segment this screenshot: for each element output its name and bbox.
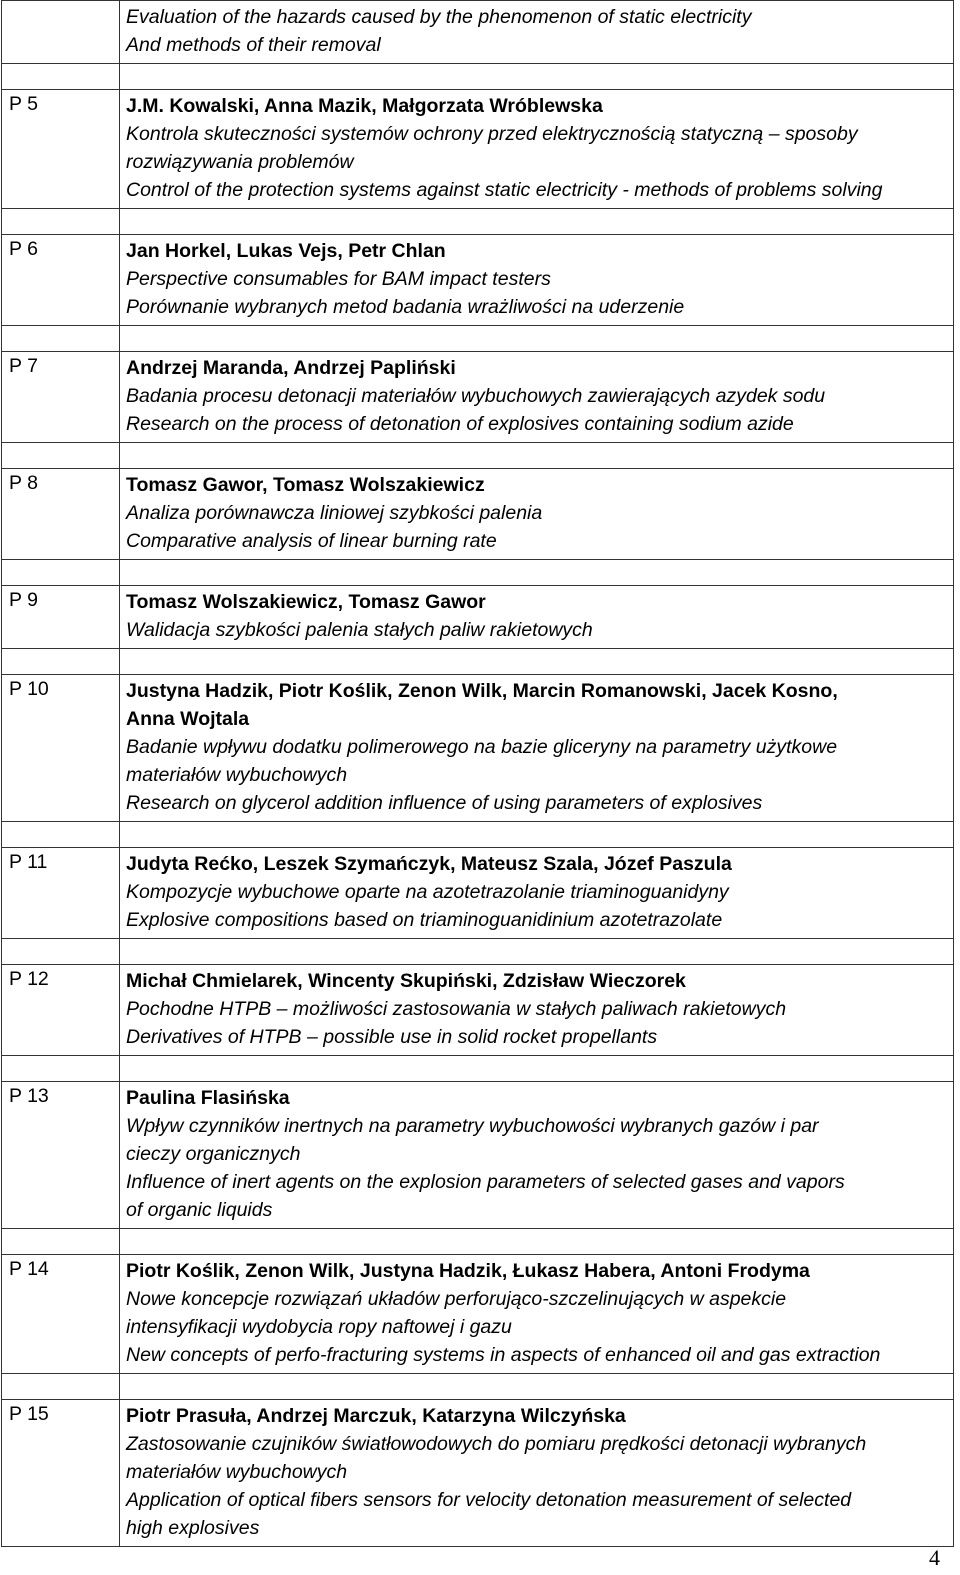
entry-title-line: Analiza porównawcza liniowej szybkości palenia	[126, 502, 543, 524]
table-row	[2, 235, 954, 326]
entry-authors: Jan Horkel, Lukas Vejs, Petr Chlan	[126, 240, 446, 262]
table-row	[2, 1255, 954, 1374]
entry-number: P 6	[2, 235, 120, 326]
program-table	[1, 0, 954, 1547]
entry-authors: Paulina Flasińska	[126, 1087, 290, 1109]
entry-content	[120, 1, 954, 64]
entry-title-line: Research on the process of detonation of explosives containing sodium azide	[126, 413, 794, 435]
entry-title-line: intensyfikacji wydobycia ropy naftowej i gazu	[126, 1316, 512, 1338]
entry-number: P 13	[2, 1082, 120, 1229]
entry-authors: Tomasz Gawor, Tomasz Wolszakiewicz	[126, 474, 485, 496]
entry-content	[120, 1082, 954, 1229]
table-row	[2, 469, 954, 560]
entry-content	[120, 965, 954, 1056]
entry-authors: Justyna Hadzik, Piotr Koślik, Zenon Wilk, Marcin Romanowski, Jacek Kosno,	[126, 680, 838, 702]
entry-title-line: Research on glycerol addition influence of using parameters of explosives	[126, 792, 763, 814]
table-row	[2, 965, 954, 1056]
table-row	[2, 1082, 954, 1229]
entry-title-line: Nowe koncepcje rozwiązań układów perforująco-szczelinujących w aspekcie	[126, 1288, 787, 1310]
spacer-row	[2, 1229, 954, 1255]
entry-title-line: Badania procesu detonacji materiałów wybuchowych zawierających azydek sodu	[126, 385, 826, 407]
spacer-row	[2, 64, 954, 90]
entry-title-line: Comparative analysis of linear burning rate	[126, 530, 497, 552]
entry-title-line: Explosive compositions based on triaminoguanidinium azotetrazolate	[126, 909, 723, 931]
entry-title-line: Application of optical fibers sensors for velocity detonation measurement of selected	[126, 1489, 852, 1511]
entry-title-line: Walidacja szybkości palenia stałych paliw rakietowych	[126, 619, 593, 641]
entry-title-line: Perspective consumables for BAM impact testers	[126, 268, 551, 290]
spacer-row	[2, 649, 954, 675]
entry-number: P 7	[2, 352, 120, 443]
entry-title-line: Kontrola skuteczności systemów ochrony przed elektrycznością statyczną – sposoby	[126, 123, 858, 145]
entry-title-line: high explosives	[126, 1517, 260, 1539]
entry-content	[120, 90, 954, 209]
entry-title-line: materiałów wybuchowych	[126, 1461, 348, 1483]
entry-title-line: Derivatives of HTPB – possible use in solid rocket propellants	[126, 1026, 658, 1048]
entry-content	[120, 586, 954, 649]
table-row	[2, 848, 954, 939]
entry-content	[120, 469, 954, 560]
entry-authors: Anna Wojtala	[126, 708, 250, 730]
entry-content	[120, 1400, 954, 1547]
entry-number: P 14	[2, 1255, 120, 1374]
spacer-row	[2, 443, 954, 469]
spacer-row	[2, 1056, 954, 1082]
table-row	[2, 675, 954, 822]
entry-number: P 5	[2, 90, 120, 209]
spacer-row	[2, 560, 954, 586]
entry-number: P 15	[2, 1400, 120, 1547]
entry-title-line: Control of the protection systems against static electricity - methods of problems solving	[126, 179, 883, 201]
entry-authors: J.M. Kowalski, Anna Mazik, Małgorzata Wróblewska	[126, 95, 603, 117]
entry-number: P 9	[2, 586, 120, 649]
entry-title-line: rozwiązywania problemów	[126, 151, 354, 173]
program-table-body	[2, 1, 954, 1547]
entry-title-line: Porównanie wybranych metod badania wrażliwości na uderzenie	[126, 296, 685, 318]
spacer-row	[2, 939, 954, 965]
entry-content	[120, 1255, 954, 1374]
entry-number: P 12	[2, 965, 120, 1056]
entry-authors: Andrzej Maranda, Andrzej Papliński	[126, 357, 456, 379]
entry-number: P 10	[2, 675, 120, 822]
entry-title-line: And methods of their removal	[126, 34, 381, 56]
spacer-row	[2, 1374, 954, 1400]
entry-title-line: Wpływ czynników inertnych na parametry wybuchowości wybranych gazów i par	[126, 1115, 819, 1137]
entry-title-line: Evaluation of the hazards caused by the phenomenon of static electricity	[126, 6, 752, 28]
entry-title-line: Kompozycje wybuchowe oparte na azotetrazolanie triaminoguanidyny	[126, 881, 729, 903]
entry-number	[2, 1, 120, 64]
entry-content	[120, 675, 954, 822]
entry-authors: Judyta Rećko, Leszek Szymańczyk, Mateusz Szala, Józef Paszula	[126, 853, 732, 875]
spacer-row	[2, 822, 954, 848]
entry-number: P 8	[2, 469, 120, 560]
table-row	[2, 90, 954, 209]
entry-authors: Michał Chmielarek, Wincenty Skupiński, Zdzisław Wieczorek	[126, 970, 686, 992]
entry-title-line: Influence of inert agents on the explosion parameters of selected gases and vapors	[126, 1171, 845, 1193]
table-row	[2, 1400, 954, 1547]
entry-content	[120, 848, 954, 939]
entry-authors: Piotr Prasuła, Andrzej Marczuk, Katarzyna Wilczyńska	[126, 1405, 626, 1427]
entry-authors: Tomasz Wolszakiewicz, Tomasz Gawor	[126, 591, 486, 613]
spacer-row	[2, 209, 954, 235]
page-number: 4	[929, 1545, 940, 1570]
entry-title-line: materiałów wybuchowych	[126, 764, 348, 786]
entry-title-line: Zastosowanie czujników światłowodowych do pomiaru prędkości detonacji wybranych	[126, 1433, 867, 1455]
entry-content	[120, 352, 954, 443]
table-row	[2, 1, 954, 64]
table-row	[2, 586, 954, 649]
entry-title-line: Badanie wpływu dodatku polimerowego na bazie gliceryny na parametry użytkowe	[126, 736, 838, 758]
entry-title-line: cieczy organicznych	[126, 1143, 301, 1165]
entry-number: P 11	[2, 848, 120, 939]
table-row	[2, 352, 954, 443]
entry-title-line: New concepts of perfo-fracturing systems in aspects of enhanced oil and gas extraction	[126, 1344, 881, 1366]
entry-content	[120, 235, 954, 326]
entry-title-line: of organic liquids	[126, 1199, 273, 1221]
entry-authors: Piotr Koślik, Zenon Wilk, Justyna Hadzik, Łukasz Habera, Antoni Frodyma	[126, 1260, 810, 1282]
spacer-row	[2, 326, 954, 352]
entry-title-line: Pochodne HTPB – możliwości zastosowania w stałych paliwach rakietowych	[126, 998, 787, 1020]
